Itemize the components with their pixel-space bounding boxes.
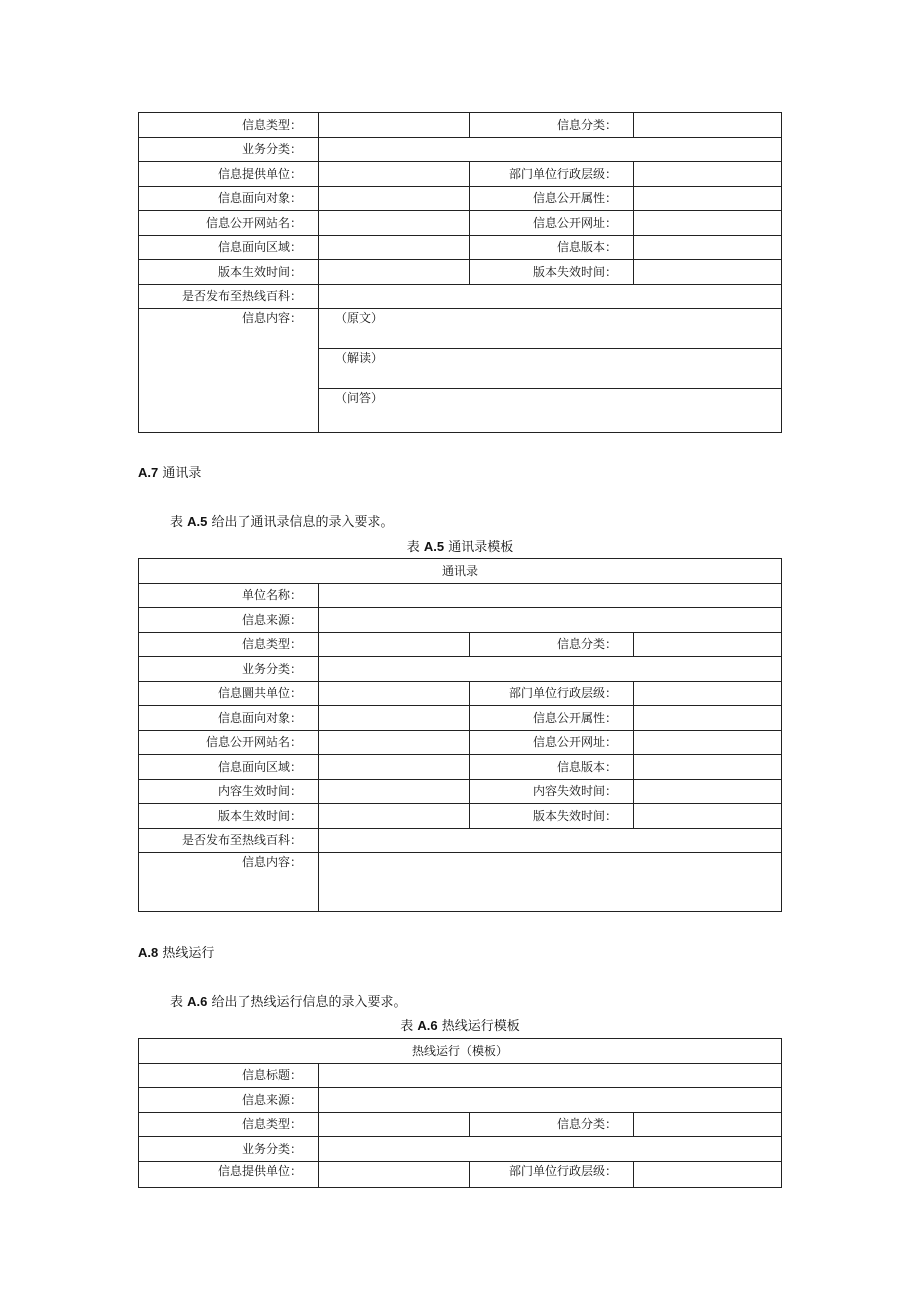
table-row xyxy=(139,1112,782,1137)
value-unit-name[interactable] xyxy=(319,583,782,608)
label-info-category: 信息分类： xyxy=(470,113,634,138)
table-row xyxy=(139,632,782,657)
intro-text: 给出了通讯录信息的录入要求。 xyxy=(211,515,394,530)
value-content-expire[interactable] xyxy=(634,779,782,804)
value-version-expire[interactable] xyxy=(634,804,782,829)
section-number: A.8 xyxy=(138,945,159,960)
value-dept-admin-level[interactable] xyxy=(634,1161,782,1188)
value-dept-admin-level[interactable] xyxy=(634,162,782,187)
value-target-audience[interactable] xyxy=(319,706,470,731)
section-number: A.7 xyxy=(138,465,159,480)
table-row xyxy=(139,608,782,633)
table-row xyxy=(139,186,782,211)
table-row xyxy=(139,1161,782,1188)
label-dept-admin-level: 部门单位行政层级： xyxy=(470,681,634,706)
label-business-category: 业务分类： xyxy=(139,137,319,162)
label-content-expire: 内容失效时间： xyxy=(470,779,634,804)
intro-prefix: 表 xyxy=(170,515,184,530)
table-row xyxy=(139,779,782,804)
value-public-site-name[interactable] xyxy=(319,211,470,236)
caption-text: 热线运行模板 xyxy=(441,1019,520,1034)
label-info-content: 信息内容： xyxy=(139,309,319,433)
value-provider-unit[interactable] xyxy=(319,1161,470,1188)
value-version-effective[interactable] xyxy=(319,260,470,285)
label-version-expire: 版本失效时间： xyxy=(470,804,634,829)
caption-ref: A.6 xyxy=(417,1018,438,1033)
value-info-category[interactable] xyxy=(634,113,782,138)
caption-ref: A.5 xyxy=(423,539,445,554)
label-publish-to-wiki: 是否发布至热线百科： xyxy=(139,828,319,853)
section-heading-a8 xyxy=(138,942,214,961)
intro-paragraph-a8 xyxy=(170,991,407,1010)
value-business-category[interactable] xyxy=(319,1137,782,1162)
value-info-category[interactable] xyxy=(634,632,782,657)
label-version-effective: 版本生效时间： xyxy=(139,260,319,285)
value-version-expire[interactable] xyxy=(634,260,782,285)
value-provider-unit[interactable] xyxy=(319,681,470,706)
label-version-effective: 版本生效时间： xyxy=(139,804,319,829)
table-row xyxy=(139,1137,782,1162)
label-business-category: 业务分类： xyxy=(139,1137,319,1162)
label-dept-admin-level: 部门单位行政层级： xyxy=(470,162,634,187)
label-provider-unit: 信息提供单位： xyxy=(139,1161,319,1188)
label-target-region: 信息面向区域： xyxy=(139,755,319,780)
value-info-source[interactable] xyxy=(319,1088,782,1113)
label-target-audience: 信息面向对象： xyxy=(139,706,319,731)
value-public-site-name[interactable] xyxy=(319,730,470,755)
value-business-category[interactable] xyxy=(319,137,782,162)
table-header: 通讯录 xyxy=(139,559,782,584)
label-provider-unit: 信息提供单位： xyxy=(139,162,319,187)
label-public-site-url: 信息公开网址： xyxy=(470,730,634,755)
value-content-effective[interactable] xyxy=(319,779,470,804)
value-public-site-url[interactable] xyxy=(634,211,782,236)
table-row xyxy=(139,804,782,829)
label-unit-name: 单位名称： xyxy=(139,583,319,608)
label-info-category: 信息分类： xyxy=(470,1112,634,1137)
label-info-category: 信息分类： xyxy=(470,632,634,657)
value-info-version[interactable] xyxy=(634,755,782,780)
table-row xyxy=(139,730,782,755)
value-info-type[interactable] xyxy=(319,1112,470,1137)
label-version-expire: 版本失效时间： xyxy=(470,260,634,285)
label-public-site-url: 信息公开网址： xyxy=(470,211,634,236)
section-title: 通讯录 xyxy=(162,466,202,481)
label-info-type: 信息类型： xyxy=(139,1112,319,1137)
caption-prefix: 表 xyxy=(400,1019,414,1034)
section-title: 热线运行 xyxy=(162,946,215,961)
value-target-region[interactable] xyxy=(319,755,470,780)
label-info-source: 信息来源： xyxy=(139,608,319,633)
label-public-site-name: 信息公开网站名： xyxy=(139,730,319,755)
label-info-content: 信息内容： xyxy=(139,853,319,912)
table-ref: A.6 xyxy=(187,994,208,1009)
label-provider-unit: 信息圜共单位： xyxy=(139,681,319,706)
value-public-site-url[interactable] xyxy=(634,730,782,755)
table-row xyxy=(139,260,782,285)
table-a6 xyxy=(138,1038,782,1188)
table-row xyxy=(139,706,782,731)
label-publish-to-wiki: 是否发布至热线百科： xyxy=(139,284,319,309)
table-row xyxy=(139,1088,782,1113)
value-business-category[interactable] xyxy=(319,657,782,682)
table-caption-a6 xyxy=(0,1015,920,1034)
table-header: 热线运行（模板） xyxy=(139,1039,782,1064)
table-row xyxy=(139,1039,782,1064)
label-dept-admin-level: 部门单位行政层级： xyxy=(470,1161,634,1188)
table-row xyxy=(139,137,782,162)
value-info-type[interactable] xyxy=(319,113,470,138)
value-version-effective[interactable] xyxy=(319,804,470,829)
table-ref: A.5 xyxy=(187,514,208,529)
intro-prefix: 表 xyxy=(170,995,184,1010)
label-content-effective: 内容生效时间： xyxy=(139,779,319,804)
label-info-title: 信息标题： xyxy=(139,1063,319,1088)
table-row xyxy=(139,113,782,138)
value-publish-to-wiki[interactable] xyxy=(319,284,782,309)
label-target-region: 信息面向区域： xyxy=(139,235,319,260)
label-info-type: 信息类型： xyxy=(139,632,319,657)
value-target-audience[interactable] xyxy=(319,186,470,211)
value-info-version[interactable] xyxy=(634,235,782,260)
value-info-category[interactable] xyxy=(634,1112,782,1137)
value-dept-admin-level[interactable] xyxy=(634,681,782,706)
intro-text: 给出了热线运行信息的录入要求。 xyxy=(211,995,407,1010)
value-info-content xyxy=(319,309,782,433)
intro-paragraph-a7 xyxy=(170,511,394,530)
label-info-source: 信息来源： xyxy=(139,1088,319,1113)
table-row xyxy=(139,211,782,236)
value-public-attribute[interactable] xyxy=(634,706,782,731)
label-public-attribute: 信息公开属性： xyxy=(470,186,634,211)
table-row xyxy=(139,559,782,584)
label-info-version: 信息版本： xyxy=(470,235,634,260)
table-caption-a5 xyxy=(0,536,920,555)
value-public-attribute[interactable] xyxy=(634,186,782,211)
table-row xyxy=(139,162,782,187)
table-row xyxy=(139,284,782,309)
table-row xyxy=(139,681,782,706)
value-info-source[interactable] xyxy=(319,608,782,633)
value-publish-to-wiki[interactable] xyxy=(319,828,782,853)
table-row xyxy=(139,853,782,912)
value-provider-unit[interactable] xyxy=(319,162,470,187)
table-row xyxy=(139,1063,782,1088)
table-row xyxy=(139,657,782,682)
caption-text: 通讯录模板 xyxy=(448,540,514,555)
content-interpretation[interactable]: （解读） xyxy=(319,349,781,389)
value-info-type[interactable] xyxy=(319,632,470,657)
table-row xyxy=(139,828,782,853)
value-info-title[interactable] xyxy=(319,1063,782,1088)
caption-prefix: 表 xyxy=(406,540,420,555)
table-a4 xyxy=(138,112,782,433)
label-business-category: 业务分类： xyxy=(139,657,319,682)
label-info-version: 信息版本： xyxy=(470,755,634,780)
value-target-region[interactable] xyxy=(319,235,470,260)
table-a5 xyxy=(138,558,782,912)
table-row xyxy=(139,235,782,260)
label-info-type: 信息类型： xyxy=(139,113,319,138)
value-info-content[interactable] xyxy=(319,853,782,912)
label-public-site-name: 信息公开网站名： xyxy=(139,211,319,236)
table-row xyxy=(139,583,782,608)
label-public-attribute: 信息公开属性： xyxy=(470,706,634,731)
label-target-audience: 信息面向对象： xyxy=(139,186,319,211)
section-heading-a7 xyxy=(138,462,201,481)
content-original[interactable]: （原文） xyxy=(319,309,781,349)
table-row xyxy=(139,755,782,780)
table-row xyxy=(139,309,782,433)
content-qa[interactable]: （问答） xyxy=(335,391,384,405)
